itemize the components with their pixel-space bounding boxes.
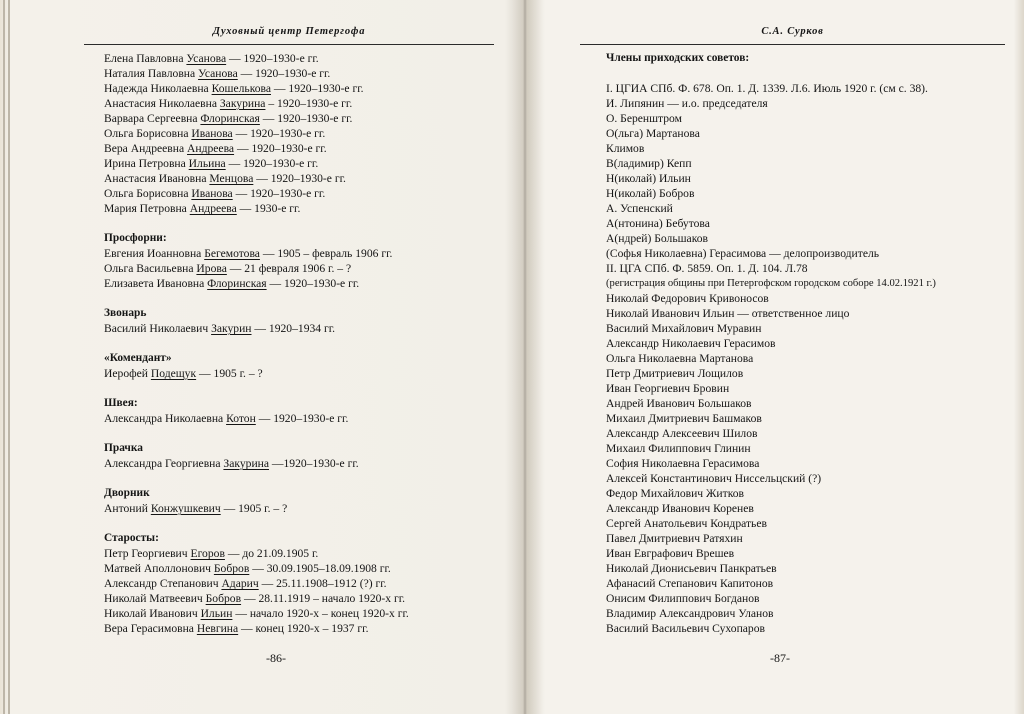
name-entry: [104, 126, 409, 141]
date-range: — 25.11.1908–1912 (?) гг.: [258, 577, 387, 590]
surname: Закурина: [223, 457, 269, 470]
date-range: — 1920–1930-е гг.: [255, 412, 349, 425]
date-range: — 1920–1930-е гг.: [232, 187, 326, 200]
name-entry: [104, 261, 409, 276]
date-range: — 1905 – февраль 1906 гг.: [259, 247, 393, 260]
date-range: — 1920–1930-е гг.: [237, 67, 331, 80]
surname: Кошелькова: [211, 82, 271, 95]
given-name: Вера Андреевна: [104, 142, 188, 155]
date-range: — 1920–1930-е гг.: [225, 157, 319, 170]
surname: Бегемотова: [204, 247, 260, 260]
section-spacer: [104, 216, 409, 231]
list-item: Афанасий Степанович Капитонов: [606, 577, 774, 590]
list-item: II. ЦГА СПб. Ф. 5859. Оп. 1. Д. 104. Л.78: [606, 262, 808, 275]
page-edge: [3, 0, 5, 714]
surname: Флоринская: [200, 112, 260, 125]
list-item: I. ЦГИА СПб. Ф. 678. Оп. 1. Д. 1339. Л.6. Июль 1920 г. (см с. 38).: [606, 82, 928, 95]
date-range: — 28.11.1919 – начало 1920-х гг.: [241, 592, 406, 605]
section-heading: Швея:: [104, 397, 138, 409]
date-range: — начало 1920-х – конец 1920-х гг.: [232, 607, 409, 620]
list-item: Михаил Филиппович Глинин: [606, 442, 751, 455]
name-entry: [104, 321, 409, 336]
surname: Усанова: [186, 52, 227, 65]
list-item: Александр Иванович Коренев: [606, 502, 754, 515]
given-name: Ольга Борисовна: [104, 187, 192, 200]
name-entry: [104, 456, 409, 471]
page-edge: [8, 0, 10, 714]
list-item: Петр Дмитриевич Лощилов: [606, 367, 744, 380]
given-name: Анастасия Николаевна: [104, 97, 220, 110]
right-page: [540, 0, 1010, 714]
given-name: Варвара Сергеевна: [104, 112, 201, 125]
right-text-column: [606, 51, 936, 636]
section-heading: Старосты:: [104, 532, 159, 544]
surname: Бобров: [205, 592, 242, 605]
date-range: — 1905 г. – ?: [220, 502, 288, 515]
list-item: О(льга) Мартанова: [606, 127, 700, 140]
list-item: А(нтонина) Бебутова: [606, 217, 710, 230]
given-name: Матвей Аполлонович: [104, 562, 214, 575]
given-name: Елизавета Ивановна: [104, 277, 208, 290]
name-entry: [104, 171, 409, 186]
running-head: С.А. Сурков: [761, 26, 824, 37]
name-entry: [104, 411, 409, 426]
list-item: Сергей Анатольевич Кондратьев: [606, 517, 767, 530]
left-page: [14, 0, 514, 714]
section-spacer: [606, 66, 936, 81]
date-range: — 1920–1930-е гг.: [259, 112, 353, 125]
list-item: Иван Георгиевич Бровин: [606, 382, 730, 395]
name-entry: [104, 111, 409, 126]
given-name: Евгения Иоанновна: [104, 247, 205, 260]
date-range: — 1920–1930-е гг.: [232, 127, 326, 140]
date-range: — 1920–1930-е гг.: [266, 277, 360, 290]
page-number: -86-: [266, 651, 286, 665]
surname: Ильин: [200, 607, 233, 620]
list-item: Андрей Иванович Большаков: [606, 397, 752, 410]
name-entry: [104, 81, 409, 96]
list-item: О. Беренштром: [606, 112, 682, 125]
list-item: Н(иколай) Ильин: [606, 172, 691, 185]
list-item: Онисим Филиппович Богданов: [606, 592, 760, 605]
name-entry: [104, 246, 409, 261]
list-item: Николай Дионисьевич Панкратьев: [606, 562, 777, 575]
date-range: — 1920–1930-е гг.: [234, 142, 327, 155]
section-spacer: [104, 336, 409, 351]
given-name: Иерофей: [104, 367, 151, 380]
section-heading: Дворник: [104, 487, 150, 499]
list-item: А(ндрей) Большаков: [606, 232, 709, 245]
given-name: Вера Герасимовна: [104, 622, 197, 635]
given-name: Николай Иванович: [104, 607, 201, 620]
list-item: Павел Дмитриевич Ратяхин: [606, 532, 743, 545]
list-item: Климов: [606, 142, 645, 155]
list-item: И. Липянин — и.о. председателя: [606, 97, 768, 110]
name-entry: [104, 561, 409, 576]
surname: Закурин: [211, 322, 252, 335]
date-range: — до 21.09.1905 г.: [224, 547, 319, 560]
name-entry: [104, 96, 409, 111]
name-entry: [104, 201, 409, 216]
name-entry: [104, 591, 409, 606]
source-note: (регистрация общины при Петергофском городском соборе 14.02.1921 г.): [606, 278, 936, 289]
list-item: Александр Николаевич Герасимов: [606, 337, 776, 350]
list-item: София Николаевна Герасимова: [606, 457, 760, 470]
given-name: Александра Георгиевна: [104, 457, 224, 470]
surname: Ирова: [196, 262, 227, 275]
section-spacer: [104, 471, 409, 486]
surname: Иванова: [191, 187, 233, 200]
surname: Невгина: [196, 622, 239, 635]
name-entry: [104, 501, 409, 516]
surname: Котон: [226, 412, 256, 425]
given-name: Ольга Борисовна: [104, 127, 192, 140]
date-range: — 1920–1930-е гг.: [253, 172, 346, 185]
list-item: Николай Иванович Ильин — ответственное лицо: [606, 307, 850, 320]
given-name: Василий Николаевич: [104, 322, 212, 335]
list-item: Алексей Константинович Ниссельцский (?): [606, 472, 822, 485]
surname: Закурина: [219, 97, 266, 110]
surname: Ильина: [188, 157, 226, 170]
name-entry: [104, 276, 409, 291]
list-item: Василий Михайлович Муравин: [606, 322, 762, 335]
list-item: Михаил Дмитриевич Башмаков: [606, 412, 762, 425]
header-rule: [580, 44, 1005, 45]
date-range: —1920–1930-е гг.: [269, 457, 359, 470]
date-range: — 1930-е гг.: [236, 202, 301, 215]
surname: Андреева: [189, 202, 237, 215]
given-name: Александр Степанович: [104, 577, 222, 590]
surname: Адарич: [221, 577, 259, 590]
name-entry: [104, 606, 409, 621]
given-name: Наталия Павловна: [104, 67, 199, 80]
running-head: Духовный центр Петергофа: [212, 26, 366, 37]
name-entry: [104, 51, 409, 66]
section-spacer: [104, 381, 409, 396]
list-item: В(ладимир) Кепп: [606, 157, 692, 170]
section-spacer: [104, 516, 409, 531]
list-item: Иван Евграфович Врешев: [606, 547, 735, 560]
section-heading: Прачка: [104, 442, 143, 454]
surname: Флоринская: [207, 277, 267, 290]
surname: Андреева: [187, 142, 235, 155]
section-heading: «Комендант»: [104, 352, 172, 364]
given-name: Анастасия Ивановна: [104, 172, 210, 185]
date-range: — 30.09.1905–18.09.1908 гг.: [249, 562, 391, 575]
list-item: А. Успенский: [606, 202, 673, 215]
name-entry: [104, 576, 409, 591]
list-item: Федор Михайлович Житков: [606, 487, 745, 500]
section-heading: Звонарь: [104, 307, 147, 319]
given-name: Антоний: [104, 502, 151, 515]
date-range: — конец 1920-х – 1937 гг.: [238, 622, 369, 635]
name-entry: [104, 141, 409, 156]
list-item: Владимир Александрович Уланов: [606, 607, 774, 620]
surname: Усанова: [198, 67, 238, 80]
name-entry: [104, 366, 409, 381]
name-entry: [104, 621, 409, 636]
surname: Бобров: [213, 562, 250, 575]
date-range: — 1905 г. – ?: [196, 367, 263, 380]
section-heading: Просфорни:: [104, 232, 167, 244]
date-range: — 1920–1934 гг.: [251, 322, 336, 335]
surname: Менцова: [209, 172, 254, 185]
surname: Конжушкевич: [150, 502, 221, 515]
given-name: Николай Матвеевич: [104, 592, 206, 605]
section-spacer: [104, 426, 409, 441]
surname: Иванова: [191, 127, 233, 140]
list-item: Александр Алексеевич Шилов: [606, 427, 758, 440]
list-item: Ольга Николаевна Мартанова: [606, 352, 754, 365]
name-entry: [104, 156, 409, 171]
given-name: Елена Павловна: [104, 52, 187, 65]
name-entry: [104, 66, 409, 81]
list-item: Николай Федорович Кривоносов: [606, 292, 769, 305]
header-rule: [84, 44, 494, 45]
name-entry: [104, 186, 409, 201]
given-name: Александра Николаевна: [104, 412, 227, 425]
given-name: Надежда Николаевна: [104, 82, 212, 95]
list-item: Василий Васильевич Сухопаров: [606, 622, 765, 635]
name-entry: [104, 546, 409, 561]
date-range: — 1920–1930-е гг.: [226, 52, 319, 65]
date-range: – 1920–1930-е гг.: [265, 97, 353, 110]
given-name: Мария Петровна: [104, 202, 190, 215]
surname: Егоров: [190, 547, 225, 560]
given-name: Петр Георгиевич: [104, 547, 191, 560]
section-heading: Члены приходских советов:: [606, 52, 750, 64]
given-name: Ирина Петровна: [104, 157, 189, 170]
surname: Подещук: [150, 367, 197, 380]
list-item: (Софья Николаевна) Герасимова — делопроизводитель: [606, 247, 880, 260]
left-text-column: [104, 51, 409, 636]
list-item: Н(иколай) Бобров: [606, 187, 695, 200]
section-spacer: [104, 291, 409, 306]
date-range: — 1920–1930-е гг.: [271, 82, 364, 95]
page-number: -87-: [770, 651, 790, 665]
date-range: — 21 февраля 1906 г. – ?: [226, 262, 352, 275]
given-name: Ольга Васильевна: [104, 262, 197, 275]
